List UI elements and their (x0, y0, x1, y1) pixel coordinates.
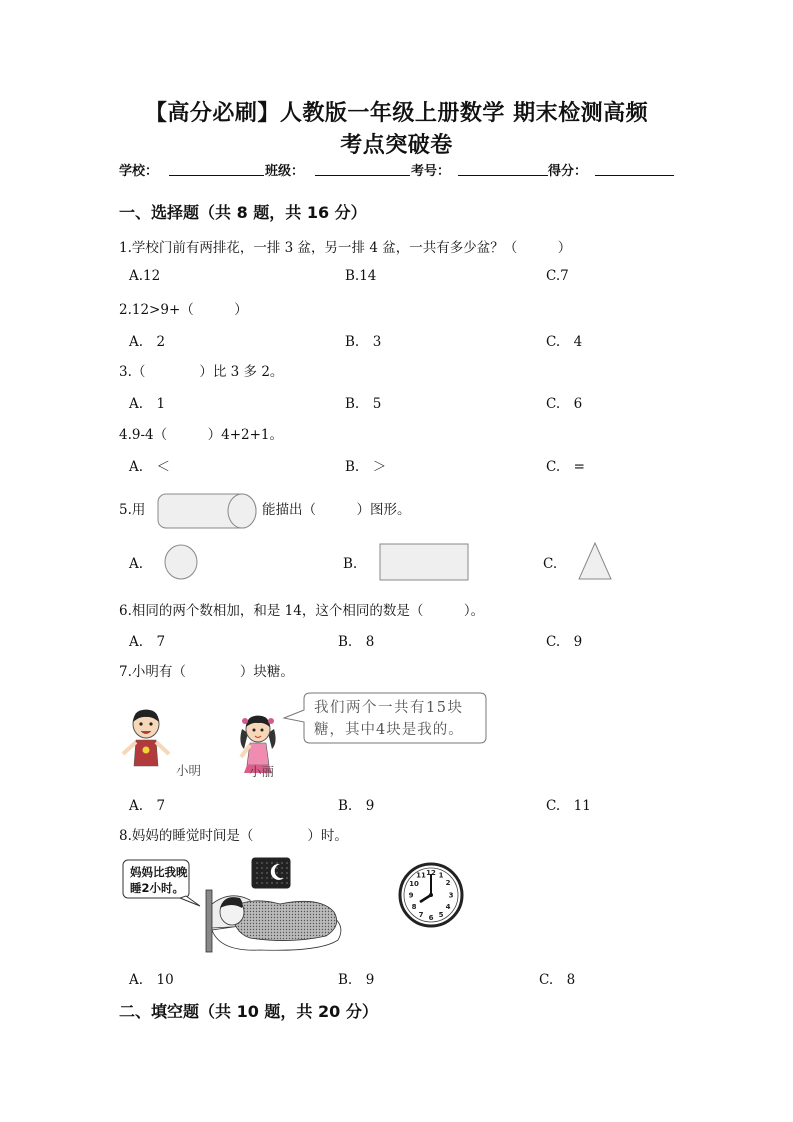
score-label: 得分： (548, 164, 588, 179)
boy-xiaoming-illustration (120, 708, 172, 774)
svg-text:2: 2 (445, 879, 451, 887)
speech-text-line1: 我们两个一共有15块 (314, 700, 464, 716)
school-field[interactable] (169, 175, 264, 176)
girl-name-label: 小丽 (249, 764, 275, 779)
section-heading-fill-blank: 二、填空题（共 10 题，共 20 分） (119, 1002, 378, 1021)
q4-option-b[interactable]: B. ＞ (345, 459, 387, 475)
q5-option-c[interactable]: C. (543, 556, 558, 572)
question-4: 4.9-4（ ）4+2+1。 (119, 427, 284, 443)
svg-text:10: 10 (409, 880, 419, 888)
q7-option-c[interactable]: C. 11 (546, 798, 591, 814)
q8-option-c[interactable]: C. 8 (539, 972, 576, 988)
question-5-suffix: 能描出（ ）图形。 (262, 502, 411, 518)
question-3: 3.（ ）比 3 多 2。 (119, 364, 284, 380)
q3-option-c[interactable]: C. 6 (546, 396, 583, 412)
clock-icon (398, 862, 464, 928)
q3-option-a[interactable]: A. 1 (129, 396, 166, 412)
q5-option-b[interactable]: B. (343, 556, 358, 572)
q7-option-a[interactable]: A. 7 (129, 798, 166, 814)
q1-option-a[interactable]: A.12 (129, 268, 161, 284)
svg-text:6: 6 (428, 914, 434, 922)
document-title-line1: 【高分必刷】人教版一年级上册数学 期末检测高频 (144, 101, 649, 126)
document-title-line2: 考点突破卷 (340, 133, 453, 158)
q8-option-b[interactable]: B. 9 (338, 972, 375, 988)
score-field[interactable] (595, 175, 674, 176)
speech-text-line2: 糖，其中4块是我的。 (314, 722, 464, 738)
question-8: 8.妈妈的睡觉时间是（ ）时。 (119, 828, 348, 844)
mom-speech-line1: 妈妈比我晚 (130, 865, 188, 879)
svg-text:3: 3 (448, 891, 454, 900)
q7-option-b[interactable]: B. 9 (338, 798, 375, 814)
question-5-prefix: 5.用 (119, 502, 146, 518)
question-7: 7.小明有（ ）块糖。 (119, 664, 294, 680)
triangle-shape[interactable] (576, 541, 614, 581)
q8-option-a[interactable]: A. 10 (129, 972, 174, 988)
mom-speech-line2: 睡2小时。 (130, 881, 185, 895)
q5-option-a[interactable]: A. (129, 556, 144, 572)
q1-option-c[interactable]: C.7 (546, 268, 569, 284)
svg-text:1: 1 (438, 871, 444, 880)
question-1: 1.学校门前有两排花，一排 3 盆，另一排 4 盆，一共有多少盆？（ ） (119, 240, 572, 256)
circle-shape[interactable] (162, 543, 200, 581)
q3-option-b[interactable]: B. 5 (345, 396, 382, 412)
q4-option-c[interactable]: C. = (546, 459, 585, 475)
q6-option-b[interactable]: B. 8 (338, 634, 375, 650)
q2-option-c[interactable]: C. 4 (546, 334, 583, 350)
q4-option-a[interactable]: A. ＜ (129, 459, 171, 475)
q6-option-a[interactable]: A. 7 (129, 634, 166, 650)
svg-text:4: 4 (445, 903, 451, 911)
boy-name-label: 小明 (176, 763, 202, 778)
cylinder-figure (156, 492, 262, 530)
q2-option-b[interactable]: B. 3 (345, 334, 382, 350)
exam-number-label: 考号： (411, 164, 451, 179)
question-6: 6.相同的两个数相加，和是 14，这个相同的数是（ ）。 (119, 603, 485, 619)
section-heading-choice: 一、选择题（共 8 题，共 16 分） (119, 203, 367, 222)
school-label: 学校： (119, 164, 159, 179)
svg-text:5: 5 (438, 911, 444, 919)
svg-text:9: 9 (408, 891, 414, 900)
q6-option-c[interactable]: C. 9 (546, 634, 583, 650)
svg-text:8: 8 (411, 903, 417, 911)
q1-option-b[interactable]: B.14 (345, 268, 377, 284)
class-field[interactable] (315, 175, 410, 176)
svg-text:12: 12 (426, 869, 436, 877)
svg-text:7: 7 (418, 911, 424, 919)
q2-option-a[interactable]: A. 2 (129, 334, 166, 350)
question-2: 2.12>9+（ ） (119, 302, 248, 318)
svg-text:11: 11 (416, 871, 426, 880)
class-label: 班级： (265, 164, 305, 179)
rectangle-shape[interactable] (378, 542, 470, 582)
exam-number-field[interactable] (458, 175, 548, 176)
